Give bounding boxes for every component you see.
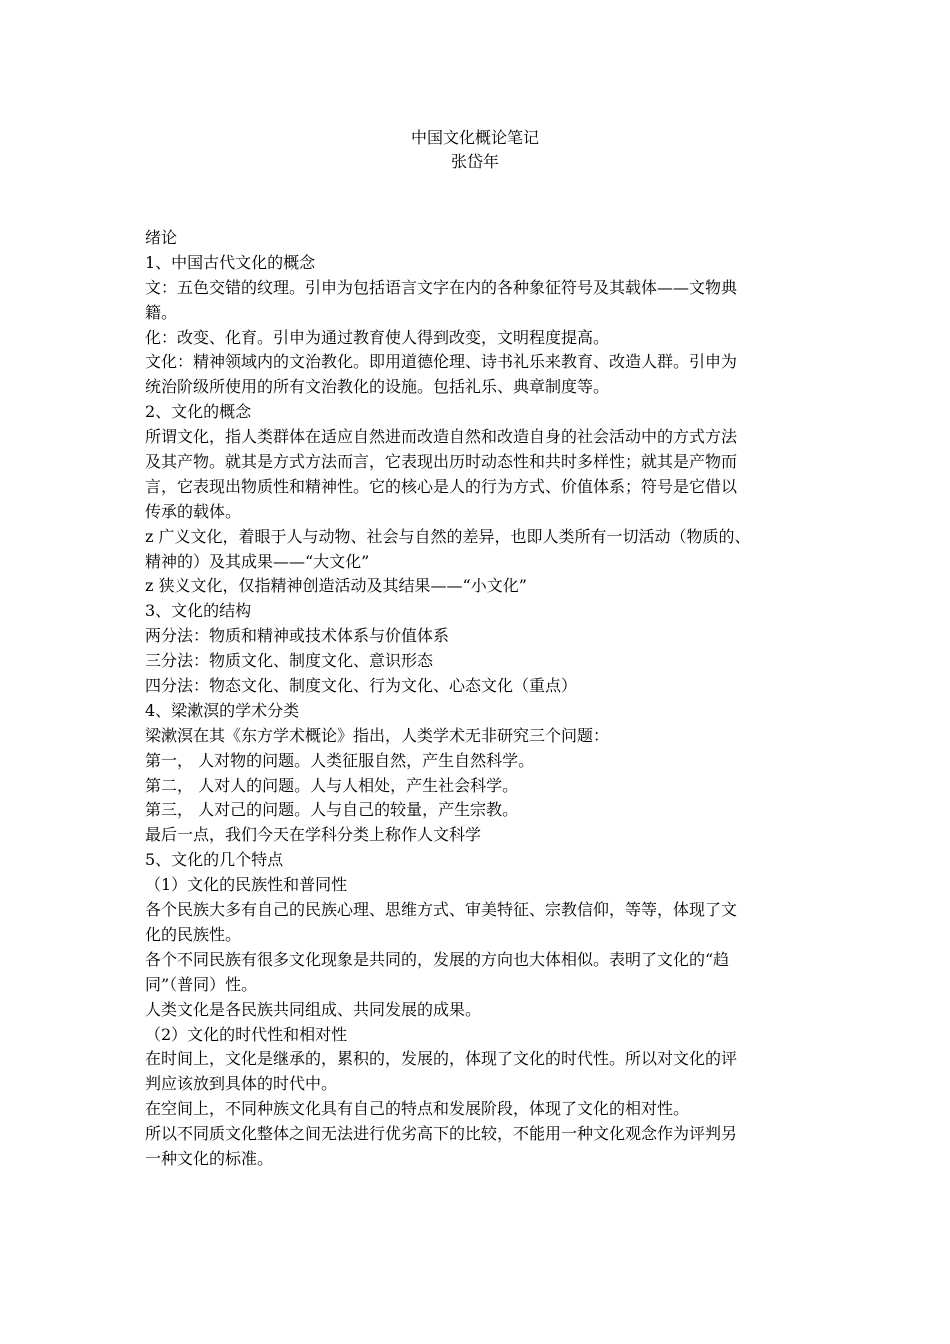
- text-line: 三分法：物质文化、制度文化、意识形态: [145, 651, 434, 671]
- text-line: 化的民族性。: [145, 924, 242, 944]
- text-line: 文化：精神领域内的文治教化。即用道德伦理、诗书礼乐来教育、改造人群。引申为: [145, 352, 738, 372]
- text-line: 在空间上，不同种族文化具有自己的特点和发展阶段，体现了文化的相对性。: [145, 1099, 690, 1119]
- text-line: 及其产物。就其是方式方法而言，它表现出历时动态性和共时多样性；就其是产物而: [145, 452, 738, 472]
- text-line: 第三， 人对己的问题。人与自己的较量，产生宗教。: [145, 800, 519, 820]
- text-line: 精神的）及其成果——“大文化”: [145, 551, 370, 571]
- text-line: 梁漱溟在其《东方学术概论》指出，人类学术无非研究三个问题：: [145, 725, 610, 745]
- text-line: 所谓文化，指人类群体在适应自然进而改造自然和改造自身的社会活动中的方式方法: [145, 427, 738, 447]
- section-heading-intro: 绪论: [145, 228, 178, 247]
- section-heading-2: 2、文化的概念: [145, 402, 252, 422]
- bullet-line: z 广义文化，着眼于人与动物、社会与自然的差异，也即人类所有一切活动（物质的、: [145, 526, 751, 546]
- text-line: 第二， 人对人的问题。人与人相处，产生社会科学。: [145, 775, 519, 795]
- text-line: 统治阶级所使用的所有文治教化的设施。包括礼乐、典章制度等。: [145, 377, 610, 397]
- text-line: 传承的载体。: [145, 501, 242, 521]
- subheading-line: （2）文化的时代性和相对性: [145, 1024, 348, 1044]
- text-line: 化：改变、化育。引申为通过教育使人得到改变，文明程度提高。: [145, 327, 610, 347]
- text-line: 四分法：物态文化、制度文化、行为文化、心态文化（重点）: [145, 676, 578, 696]
- text-line: 籍。: [145, 302, 178, 322]
- text-line: 同”（普同）性。: [145, 974, 258, 994]
- text-line: 文：五色交错的纹理。引申为包括语言文字在内的各种象征符号及其载体——文物典: [145, 277, 738, 297]
- text-line: 最后一点，我们今天在学科分类上称作人文科学: [145, 825, 482, 845]
- text-line: 一种文化的标准。: [145, 1148, 274, 1168]
- section-heading-5: 5、文化的几个特点: [145, 850, 284, 870]
- section-heading-1: 1、中国古代文化的概念: [145, 252, 316, 272]
- section-heading-3: 3、文化的结构: [145, 601, 252, 621]
- text-line: 两分法：物质和精神或技术体系与价值体系: [145, 626, 450, 646]
- text-line: 所以不同质文化整体之间无法进行优劣高下的比较，不能用一种文化观念作为评判另: [145, 1124, 738, 1144]
- text-line: 在时间上，文化是继承的，累积的，发展的，体现了文化的时代性。所以对文化的评: [145, 1049, 738, 1069]
- text-line: 第一， 人对物的问题。人类征服自然，产生自然科学。: [145, 750, 535, 770]
- text-line: 各个民族大多有自己的民族心理、思维方式、审美特征、宗教信仰，等等，体现了文: [145, 900, 738, 920]
- bullet-line: z 狭义文化，仅指精神创造活动及其结果——“小文化”: [145, 576, 527, 596]
- text-line: 人类文化是各民族共同组成、共同发展的成果。: [145, 999, 482, 1019]
- text-line: 言，它表现出物质性和精神性。它的核心是人的行为方式、价值体系；符号是它借以: [145, 476, 738, 496]
- section-heading-4: 4、梁漱溟的学术分类: [145, 700, 300, 720]
- subheading-line: （1）文化的民族性和普同性: [145, 875, 348, 895]
- document-title: 中国文化概论笔记: [410, 128, 539, 147]
- text-line: 判应该放到具体的时代中。: [145, 1074, 338, 1094]
- document-body: [145, 226, 825, 1172]
- text-line: 各个不同民族有很多文化现象是共同的，发展的方向也大体相似。表明了文化的“趋: [145, 949, 730, 969]
- document-author: 张岱年: [450, 152, 499, 171]
